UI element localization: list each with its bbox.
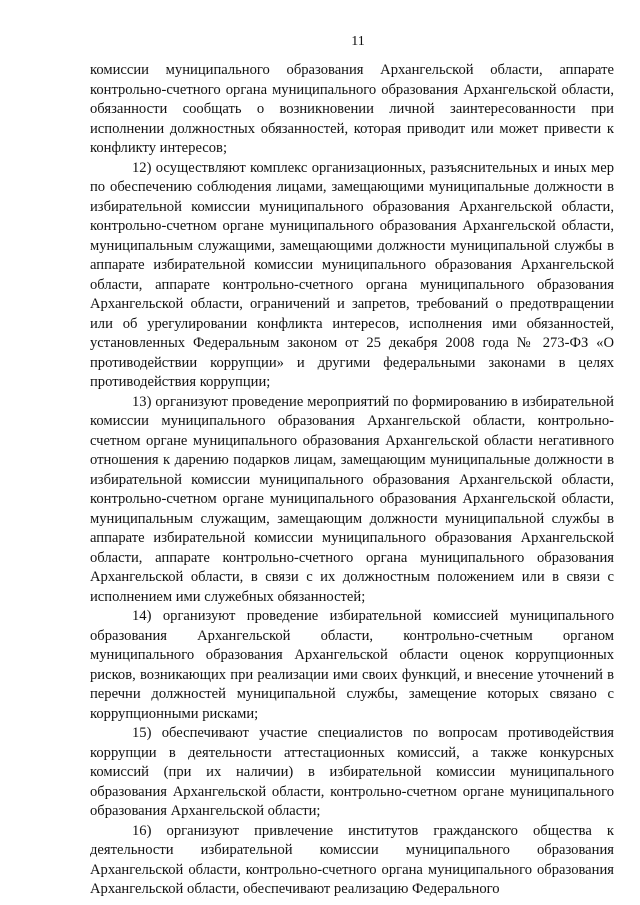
paragraph-item-16: 16) организуют привлечение институтов гражданского общества к деятельности избирательной комиссии муниципального образования Архангельской области, контрольно-счетного органа муниципального образования Архангельской области, обеспечивают реализацию Федерального <box>90 822 614 897</box>
page-number: 11 <box>351 34 365 49</box>
paragraph-item-14: 14) организуют проведение избирательной комиссией муниципального образования Архангельской области, контрольно-счетным органом муниципального образования Архангельской области оценок коррупционных рисков, возникающих при реализации ими своих функций, и внесение уточнений в перечни должностей муниципальной службы, замещение которых связано с коррупционными рисками; <box>90 608 614 722</box>
paragraph-item-15: 15) обеспечивают участие специалистов по вопросам противодействия коррупции в деятельности аттестационных комиссий, а также конкурсных комиссий (при их наличии) в избирательной комиссии муниципального образования Архангельской области, контрольно-счетном органе муниципального образования Архангельской области; <box>90 725 614 819</box>
paragraph-11-continuation: комиссии муниципального образования Архангельской области, аппарате контрольно-счетного органа муниципального образования Архангельской области, обязанности сообщать о возникновении личной заинтересованности при исполнении должностных обязанностей, которая приводит или может привести к конфликту интересов; <box>90 62 614 156</box>
paragraph-item-12: 12) осуществляют комплекс организационных, разъяснительных и иных мер по обеспечению соблюдения лицами, замещающими муниципальные должности в избирательной комиссии муниципального образования Архангельской области, контрольно-счетном органе муниципального образования Архангельской области, муниципальным служащими, замещающими должности муниципальной службы в аппарате избирательной комиссии муниципального образования Архангельской области, аппарате контрольно-счетного органа муниципального образования Архангельской области, ограничений и запретов, требований о предотвращении или об урегулировании конфликта интересов, исполнения ими обязанностей, установленных Федеральным законом от 25 декабря 2008 года № 273-ФЗ «О противодействии коррупции» и другими федеральными законами в целях противодействия коррупции; <box>90 159 614 390</box>
document-page <box>90 32 614 900</box>
paragraph-item-13: 13) организуют проведение мероприятий по формированию в избирательной комиссии муниципального образования Архангельской области, контрольно-счетном органе муниципального образования Архангельской области негативного отношения к дарению подарков лицам, замещающим муниципальные должности в избирательной комиссии муниципального образования Архангельской области, контрольно-счетном органе муниципального образования Архангельской области, муниципальным служащим, замещающим должности муниципальной службы в аппарате избирательной комиссии муниципального образования Архангельской области, аппарате контрольно-счетного органа муниципального образования Архангельской области, в связи с их должностным положением или в связи с исполнением ими служебных обязанностей; <box>90 393 614 605</box>
